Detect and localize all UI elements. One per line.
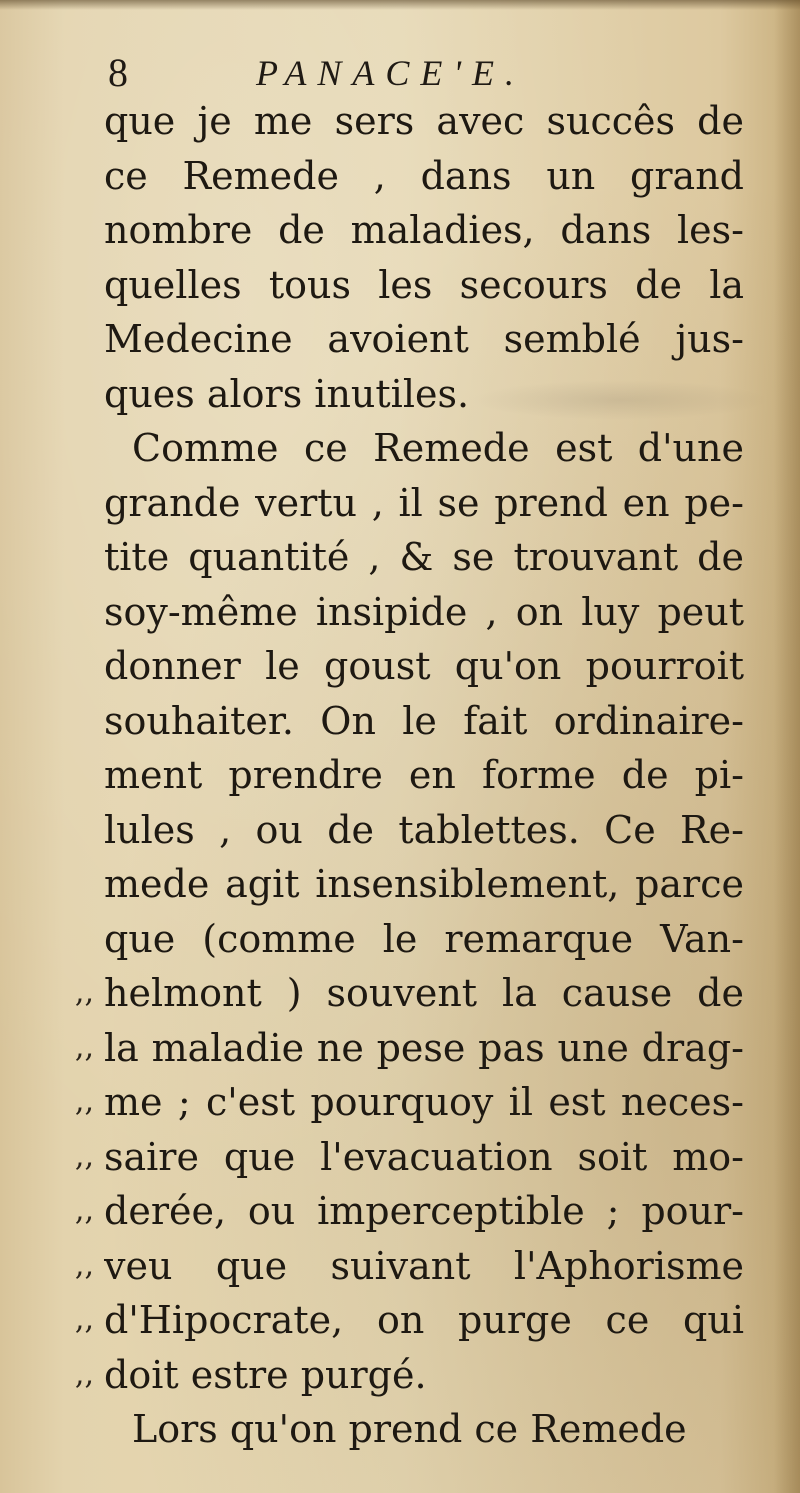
page-number: 8 <box>108 50 128 95</box>
text-line: grande vertu , il se prend en pe- <box>104 480 744 525</box>
quotation-mark: ,, <box>74 1302 94 1337</box>
text-line: que (comme le remarque Van- <box>104 916 744 961</box>
text-line: d'Hipocrate, on purge ce qui <box>104 1298 744 1342</box>
quotation-mark: ,, <box>74 1356 94 1392</box>
page-top-edge <box>0 0 800 10</box>
text-line: lules , ou de tablettes. Ce Re- <box>104 807 744 852</box>
text-line: la maladie ne pese pas une drag- <box>104 1025 744 1070</box>
text-line: que je me sers avec succês de <box>104 99 744 143</box>
text-line: soy-même insipide , on luy peut <box>104 589 744 634</box>
text-line: donner le goust qu'on pourroit <box>104 644 744 688</box>
text-body <box>104 94 744 1457</box>
text-line: Lors qu'on prend ce Remede <box>132 1407 687 1451</box>
quotation-marks-column <box>44 966 94 1402</box>
running-title: PANACE'E. <box>256 53 526 93</box>
text-line: ques alors inutiles. <box>104 371 470 416</box>
text-line: mede agit insensiblement, parce <box>104 862 744 906</box>
quotation-mark: ,, <box>74 1138 94 1174</box>
text-line: ment prendre en forme de pi- <box>104 753 744 797</box>
text-line: derée, ou imperceptible ; pour- <box>104 1189 744 1233</box>
text-line: Comme ce Remede est d'une <box>132 426 744 470</box>
text-line: tite quantité , & se trouvant de <box>104 535 744 579</box>
text-line: quelles tous les secours de la <box>104 262 744 307</box>
text-line: veu que suivant l'Aphorisme <box>104 1243 744 1288</box>
quotation-mark: ,, <box>74 1247 94 1283</box>
text-line: helmont ) souvent la cause de <box>104 971 744 1015</box>
quotation-mark: ,, <box>74 975 94 1010</box>
text-line: saire que l'evacuation soit mo- <box>104 1134 744 1179</box>
text-line: souhaiter. On le fait ordinaire- <box>104 698 744 743</box>
text-line: nombre de maladies, dans les- <box>104 208 744 252</box>
text-line: Medecine avoient semblé jus- <box>104 317 744 361</box>
text-line: me ; c'est pourquoy il est neces- <box>104 1080 744 1124</box>
text-line: ce Remede , dans un grand <box>104 153 744 198</box>
quotation-mark: ,, <box>74 1084 94 1119</box>
quotation-mark: ,, <box>74 1193 94 1228</box>
quotation-mark: ,, <box>74 1029 94 1065</box>
gutter-shadow <box>774 0 800 1493</box>
text-line: doit estre purgé. <box>104 1352 427 1397</box>
